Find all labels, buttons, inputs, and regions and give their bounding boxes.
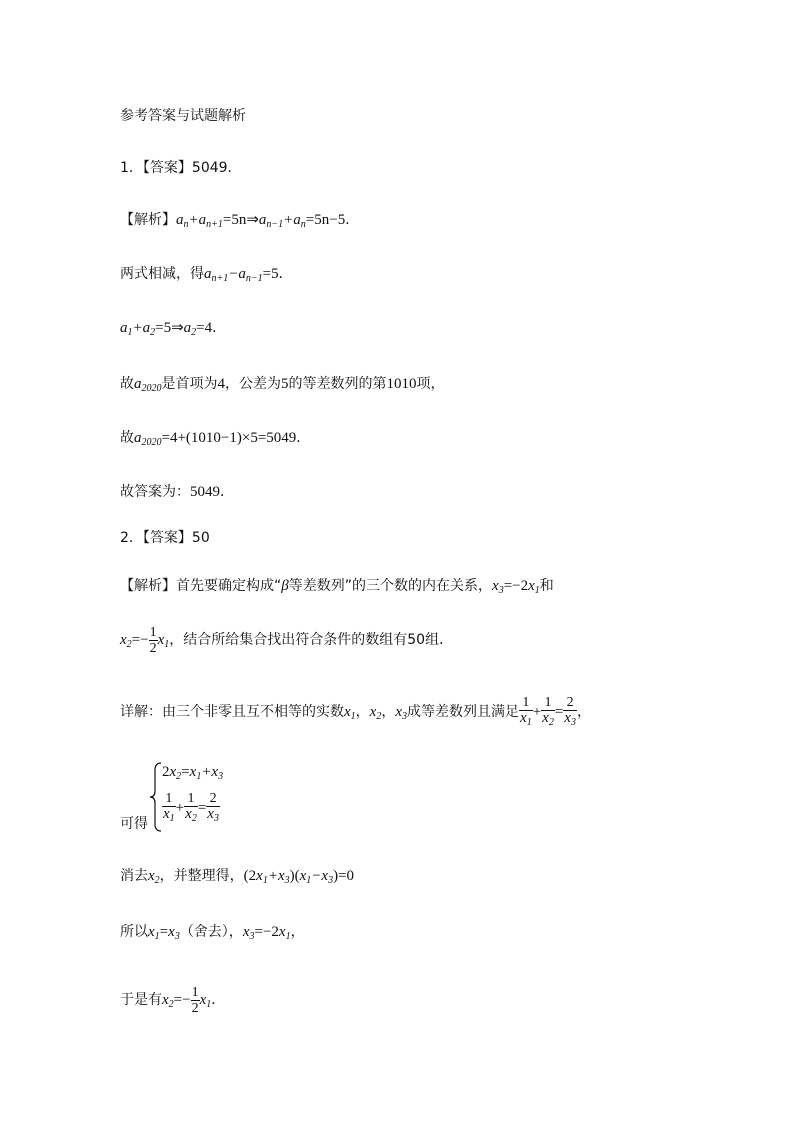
page-title: 参考答案与试题解析: [120, 108, 246, 124]
q2-final-line: 于是有$x_2=-$ $\frac{1}{2}$ $x_1$．: [120, 984, 226, 1016]
q2-kede-label: 可得: [120, 816, 148, 832]
q2-detail-line: 详解：由三个非零且互不相等的实数$x_1$，$x_2$，$x_3$成等差数列且满足 $\frac{1}{x_1}$ + $\frac{1}{x_2}$ = $\frac{2}{x_3}$ ，: [120, 694, 591, 728]
q1-solution-line1: 【解析】$a_n+a_{n+1}=5n\Rightarrow a_{n-1}+a_n=5n-5$．: [120, 212, 360, 230]
q1-answer: 1．【答案】5049．: [120, 160, 242, 176]
q2-answer: 2．【答案】50: [120, 530, 210, 546]
q1-solution-line4: 故$a_{2020}$是首项为4，公差为5的等差数列的第1010项，: [120, 376, 445, 394]
q2-solution-line1: 【解析】首先要确定构成“β等差数列”的三个数的内在关系，$x_3=-2x_1$和: [120, 578, 554, 596]
q1-solution-line3: $a_1+a_2=5\Rightarrow a_2=4$．: [120, 320, 227, 338]
system-eq1: $2x_2=x_1+x_3$: [162, 764, 224, 782]
q1-solution-line2: 两式相减，得$a_{n+1}-a_{n-1}=5$．: [120, 266, 293, 284]
q2-solution-line2: $x_2=-$ $\frac{1}{2}$ $x_1$，结合所给集合找出符合条件的数组有50组．: [120, 624, 454, 656]
system-eq2: $\frac{1}{x_1}$ + $\frac{1}{x_2}$ = $\frac{2}{x_3}$: [163, 790, 219, 824]
q1-solution-line5: 故$a_{2020}=4+(1010-1)\times 5=5049$．: [120, 430, 311, 448]
q1-final-answer: 故答案为：5049．: [120, 484, 234, 500]
q2-so-line: 所以$x_1=x_3$（舍去），$x_3=-2x_1$，: [120, 924, 305, 942]
q2-eliminate-line: 消去$x_2$，并整理得，$(2x_1+x_3)(x_1-x_3)=0$: [120, 868, 355, 886]
system-brace: [149, 762, 163, 832]
